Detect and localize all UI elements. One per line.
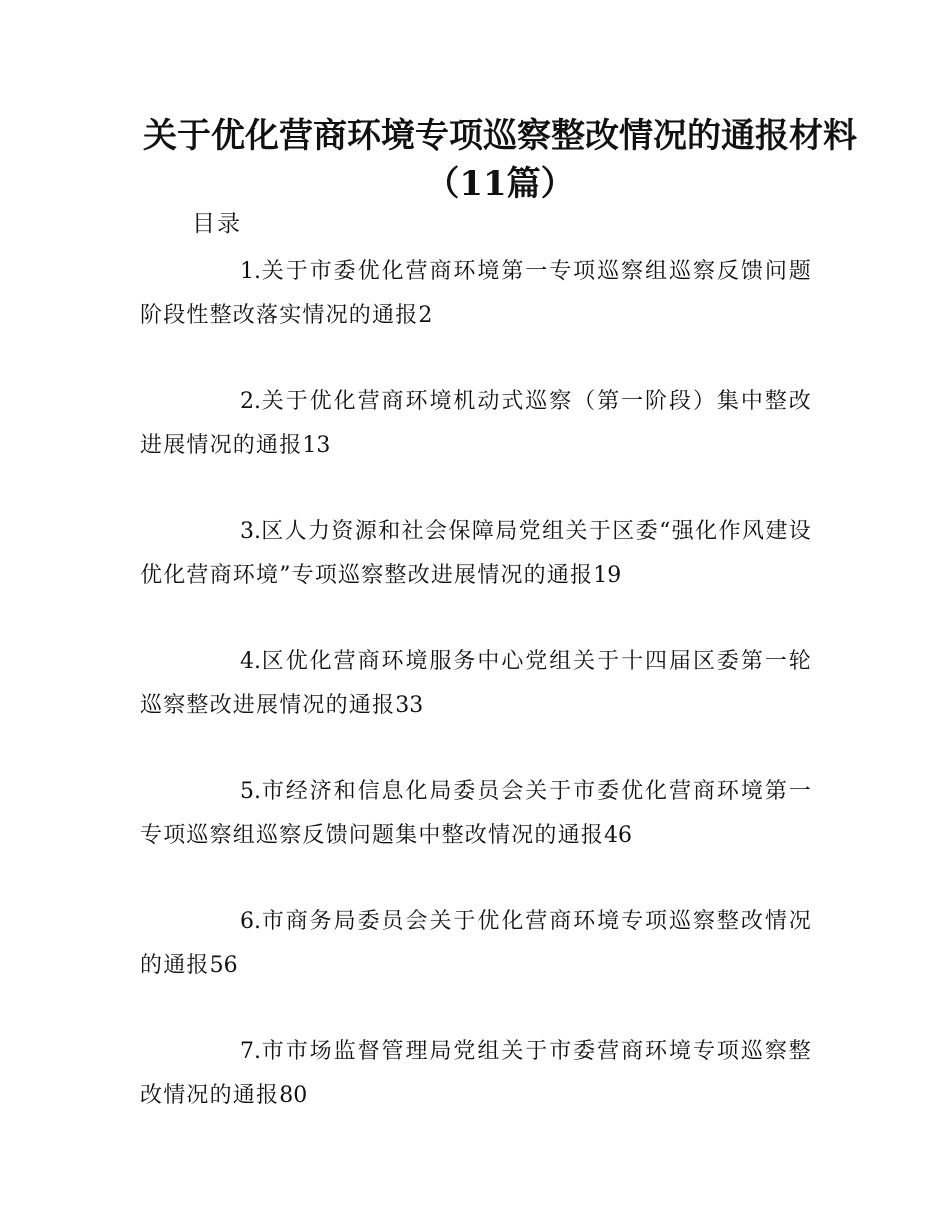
toc-entry-text: 市经济和信息化局委员会关于市委优化营商环境第一专项巡察组巡察反馈问题集中整改情况的通报 — [140, 779, 812, 848]
toc-entry-number: 3. — [240, 519, 261, 544]
toc-entry[interactable] — [140, 770, 812, 858]
toc-entry-text: 关于优化营商环境机动式巡察（第一阶段）集中整改进展情况的通报 — [140, 389, 812, 458]
toc-entry-text: 市商务局委员会关于优化营商环境专项巡察整改情况的通报 — [140, 909, 812, 978]
toc-entry[interactable] — [140, 1030, 812, 1118]
toc-entry-number: 2. — [240, 389, 261, 414]
toc-entry[interactable] — [140, 900, 812, 988]
toc-entry[interactable] — [140, 510, 812, 598]
toc-entry-text: 关于市委优化营商环境第一专项巡察组巡察反馈问题阶段性整改落实情况的通报 — [140, 259, 812, 328]
toc-entry-page: 46 — [604, 823, 633, 848]
toc-entry[interactable] — [140, 250, 812, 338]
table-of-contents — [140, 250, 812, 1160]
toc-entry-number: 1. — [240, 259, 261, 284]
toc-entry-page: 80 — [279, 1083, 308, 1108]
toc-entry[interactable] — [140, 380, 812, 468]
toc-entry-page: 2 — [418, 303, 433, 328]
toc-entry-text: 区人力资源和社会保障局党组关于区委“强化作风建设优化营商环境”专项巡察整改进展情况的通报 — [140, 519, 812, 588]
toc-entry-number: 5. — [240, 779, 261, 804]
toc-entry-number: 7. — [240, 1039, 261, 1064]
toc-entry-number: 6. — [240, 909, 261, 934]
toc-entry-text: 区优化营商环境服务中心党组关于十四届区委第一轮巡察整改进展情况的通报 — [140, 649, 812, 718]
toc-entry-page: 13 — [302, 433, 331, 458]
toc-entry-page: 56 — [209, 953, 238, 978]
toc-entry-number: 4. — [240, 649, 261, 674]
toc-entry-page: 19 — [593, 563, 622, 588]
toc-entry-page: 33 — [395, 693, 424, 718]
toc-heading: 目录 — [192, 211, 242, 237]
toc-entry-text: 市市场监督管理局党组关于市委营商环境专项巡察整改情况的通报 — [140, 1039, 812, 1108]
document-title: 关于优化营商环境专项巡察整改情况的通报材料（11篇） — [143, 116, 857, 204]
toc-entry[interactable] — [140, 640, 812, 728]
